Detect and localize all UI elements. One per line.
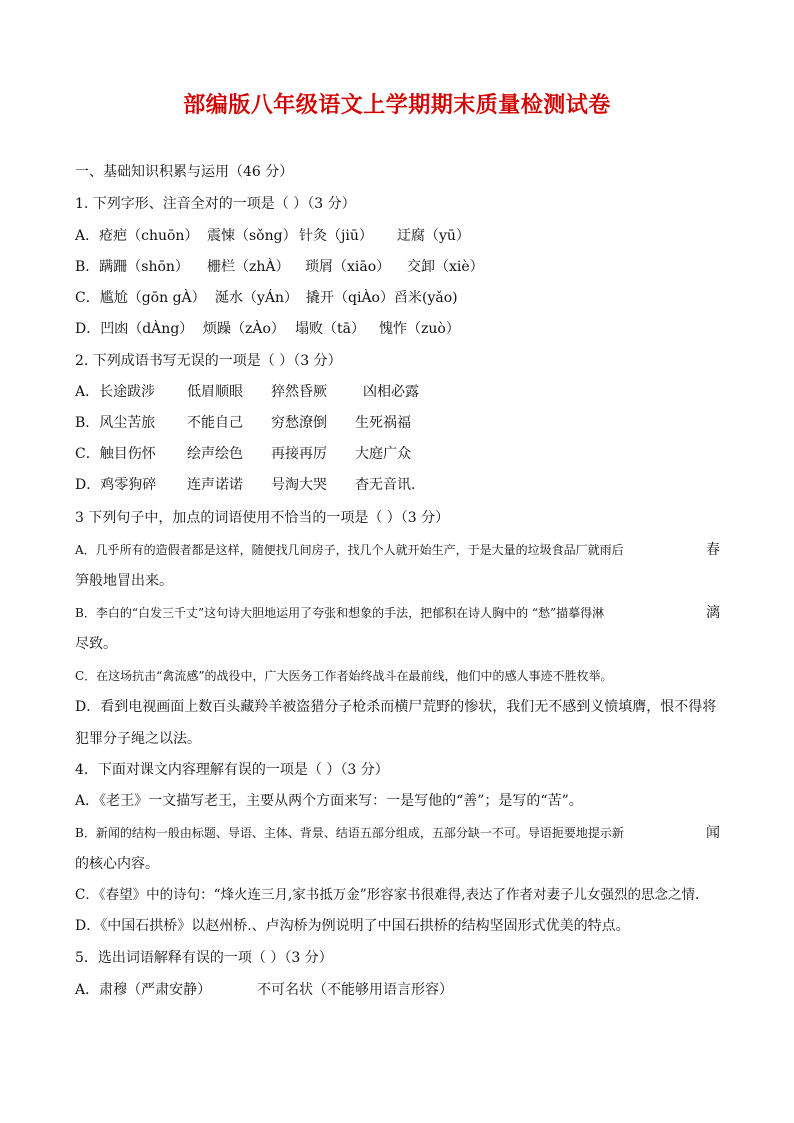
option-item: 低眉顺眼 bbox=[187, 384, 243, 400]
option-item: 不可名状（不能够用语言形容） bbox=[257, 982, 453, 998]
option-item: 连声诺诺 bbox=[187, 477, 243, 493]
question-4-stem: 4．下面对课文内容理解有误的一项是（ ）（3 分） bbox=[75, 762, 389, 778]
option-item: 不能自己 bbox=[187, 415, 243, 431]
option-item: 愧怍（zuò） bbox=[379, 321, 460, 337]
option-item: 绘声绘色 bbox=[187, 446, 243, 462]
question-4-option-a: A．《老王》一文描写老王，主要从两个方面来写：一是写他的“善”；是写的“苦”。 bbox=[75, 793, 583, 809]
question-2-stem: 2. 下列成语书写无误的一项是（ ）（3 分） bbox=[75, 353, 342, 369]
question-3-option-c: C．在这场抗击“禽流感”的战役中，广大医务工作者始终战斗在最前线，他们中的感人事迹不胜枚举。 bbox=[75, 669, 613, 683]
option-item: C．触目伤怀 bbox=[75, 446, 156, 462]
question-2-option-a bbox=[75, 383, 725, 401]
option-item: 交卸（xiè） bbox=[407, 259, 484, 275]
option-item: 穷愁潦倒 bbox=[271, 415, 327, 431]
option-item: D．鸡零狗碎 bbox=[75, 477, 157, 493]
option-item: 撬开（qiÀo） bbox=[306, 290, 394, 306]
question-3-option-b bbox=[75, 604, 720, 622]
option-item: 猝然昏厥 bbox=[271, 384, 327, 400]
option-item: 大庭广众 bbox=[355, 446, 411, 462]
question-3-option-a bbox=[75, 541, 720, 559]
question-4-option-b bbox=[75, 824, 720, 842]
option-item: A．肃穆（严肃安静） bbox=[75, 982, 212, 998]
option-item: 烦躁（zÀo） bbox=[203, 321, 285, 337]
question-1-option-a bbox=[75, 227, 725, 245]
option-item: 号淘大哭 bbox=[271, 477, 327, 493]
question-1-option-d bbox=[75, 320, 725, 338]
option-item: 栅栏（zhÀ） bbox=[207, 259, 290, 275]
question-4-option-b-cont: 的核心内容。 bbox=[75, 856, 159, 872]
question-5-stem: 5．选出词语解释有误的一项（ ）（3 分） bbox=[75, 950, 333, 966]
section-heading: 一、基础知识积累与运用（46 分） bbox=[75, 164, 294, 180]
option-text: B．新闻的结构一般由标题、导语、主体、背景、结语五部分组成，五部分缺一不可。导语扼要地提示新 bbox=[75, 826, 624, 840]
question-2-option-d bbox=[75, 476, 725, 494]
question-3-option-d-cont: 犯罪分子绳之以法。 bbox=[75, 731, 201, 747]
question-4-option-c: C．《春望》中的诗句：“烽火连三月,家书抵万金”形容家书很难得,表达了作者对妻子儿女强烈的思念之情. bbox=[75, 887, 700, 903]
question-3-option-d: D．看到电视画面上数百头藏羚羊被盗猎分子枪杀而横尸荒野的惨状，我们无不感到义愤填膺，恨不得将 bbox=[75, 699, 717, 715]
option-item: A．长途跋涉 bbox=[75, 384, 156, 400]
option-item: 迂腐（yū） bbox=[397, 228, 470, 244]
question-1-option-c bbox=[75, 289, 725, 307]
option-item: 震悚（sǒng） bbox=[207, 228, 297, 244]
option-item: 杳无音讯. bbox=[355, 477, 416, 493]
option-item: 生死祸福 bbox=[355, 415, 411, 431]
question-2-option-c bbox=[75, 445, 725, 463]
option-text: B．李白的“白发三千丈”这句诗大胆地运用了夸张和想象的手法，把郁积在诗人胸中的 “愁”描摹得淋 bbox=[75, 606, 605, 620]
exam-title: 部编版八年级语文上学期期末质量检测试卷 bbox=[183, 93, 611, 118]
option-item: B．蹒跚（shōn） bbox=[75, 259, 189, 275]
question-3-stem: 3 下列句子中，加点的词语使用不恰当的一项是（ ）（3 分） bbox=[75, 510, 450, 526]
option-item: 针灸（jiū） bbox=[299, 228, 373, 244]
question-4-option-d: D．《中国石拱桥》以赵州桥.、卢沟桥为例说明了中国石拱桥的结构坚固形式优美的特点。 bbox=[75, 918, 630, 934]
option-text-end: 闻 bbox=[706, 825, 720, 841]
option-item: 涎水（yÁn） bbox=[215, 290, 299, 306]
question-3-option-a-cont: 笋般地冒出来。 bbox=[75, 573, 173, 589]
option-item: A．疮疤（chuōn） bbox=[75, 228, 199, 244]
option-item: 舀米(yǎo) bbox=[394, 290, 458, 306]
question-5-option-a bbox=[75, 981, 725, 999]
option-item: D．凹凼（dÀng） bbox=[75, 321, 194, 337]
option-text-end: 春 bbox=[706, 542, 720, 558]
option-item: 再接再厉 bbox=[271, 446, 327, 462]
option-item: C．尴尬（gōn gÀ） bbox=[75, 290, 206, 306]
question-1-option-b bbox=[75, 258, 725, 276]
question-3-option-b-cont: 尽致。 bbox=[75, 636, 117, 652]
question-2-option-b bbox=[75, 414, 725, 432]
option-item: 琐屑（xiāo） bbox=[305, 259, 391, 275]
option-item: 塌败（tā） bbox=[295, 321, 365, 337]
option-item: 凶相必露 bbox=[363, 384, 419, 400]
question-1-stem: 1. 下列字形、注音全对的一项是（ ）（3 分） bbox=[75, 196, 356, 212]
option-text: A．几乎所有的造假者都是这样，随便找几间房子，找几个人就开始生产，于是大量的垃圾食品厂就雨后 bbox=[75, 543, 624, 557]
option-text-end: 漓 bbox=[706, 605, 720, 621]
option-item: B．风尘苦旅 bbox=[75, 415, 156, 431]
